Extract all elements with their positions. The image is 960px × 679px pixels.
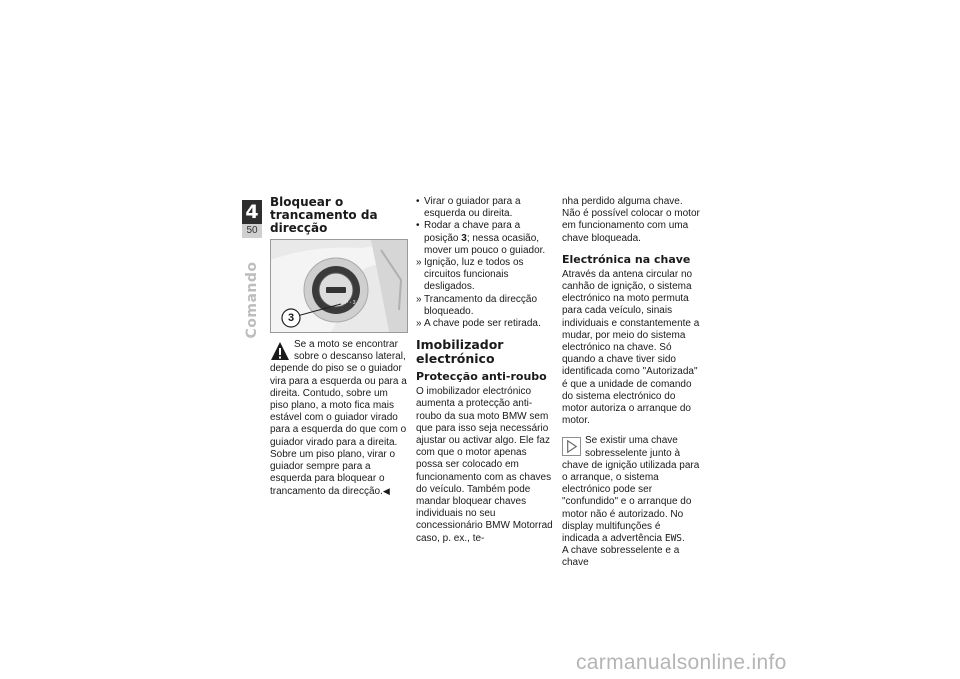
warning-text-continued: Sobre um piso plano, virar o guiador sempre para a esquerda para bloquear o trancamento da direcção. (270, 448, 396, 498)
column-1 (270, 196, 408, 499)
end-of-section-icon: ◀ (382, 486, 390, 497)
spare-key-note-tail: A chave sobresselente e a chave (562, 545, 680, 569)
key-electronics-body: Através da antena circular no canhão de ignição, o sistema electrónico na moto permuta para cada veículo, sinais individuais e constantemente a mudar, por meio do sistema electrónico na chave. Só quando a chave tiver sido identificada como "Autorizada" é que a unidade de comando do sistema electrónico do motor autoriza o arranque do motor. (562, 268, 700, 427)
list-item: » Trancamento da direcção bloqueado. (416, 293, 538, 317)
page-number: 50 (246, 225, 258, 236)
subheading-anti-theft: Protecção anti-roubo (416, 370, 547, 384)
chapter-number: 4 (242, 200, 262, 224)
info-notice: Se existir uma chave sobresselente junto à chave de ignição utilizada para o arranque, o sistema electrónico pode ser "confundido" e o arranque do motor não é autorizado. No display multifunções é indicada a advertência EWS. A chave sobresselente e a chave (562, 435, 700, 569)
warning-text: Se a moto se encontrar sobre o descanso lateral, depende do piso se o guiador vira para a esquerda ou para a direita. Contudo, sobre um piso plano, a moto fica mais estável com o guiador virado para a esquerda do que com o guiador virado para a direita. (270, 339, 407, 448)
procedure-steps (416, 196, 554, 330)
list-item: » Ignição, luz e todos os circuitos funcionais desligados. (416, 257, 524, 293)
chapter-tab (242, 200, 262, 238)
heading-immobilizer: Imobilizador electrónico (416, 337, 504, 367)
immobilizer-body-continued: nha perdido alguma chave. Não é possível colocar o motor em funcionamento com uma chave bloqueada. (562, 196, 700, 244)
column-2 (416, 196, 554, 545)
watermark: carmanualsonline.info (576, 651, 787, 674)
subheading-key-electronics: Electrónica na chave (562, 252, 691, 266)
svg-text:P ◦ 3: P ◦ 3 (345, 300, 356, 306)
section-side-label: Comando (244, 261, 260, 339)
list-item: • Virar o guiador para a esquerda ou direita. (416, 196, 521, 220)
warning-triangle-icon (270, 341, 290, 361)
list-item: • Rodar a chave para a posição 3; nessa ocasião, mover um pouco o guiador. (416, 220, 546, 256)
heading-steering-lock: Bloquear o trancamento da direcção (270, 195, 378, 235)
spare-key-note: Se existir uma chave sobresselente junto à chave de ignição utilizada para o arranque, o sistema electrónico pode ser "confundido" e o arranque do motor não é autorizado. No display multifunções é indicada a advertência (562, 435, 700, 545)
column-3 (562, 196, 700, 570)
info-triangle-icon (562, 437, 581, 456)
figure-callout-3: 3 (287, 312, 295, 324)
ignition-lock-photo (270, 239, 408, 333)
list-item: » A chave pode ser retirada. (416, 318, 541, 330)
immobilizer-body: O imobilizador electrónico aumenta a protecção anti-roubo da sua moto BMW sem que para isso seja necessário ajustar ou activar algo. Ele faz com que o motor apenas possa ser colocado em funcionamento com as chaves do veículo. Também pode mandar bloquear chaves individuais no seu concessionário BMW Motorrad caso, p. ex., te- (416, 386, 553, 544)
warning-notice (270, 339, 408, 499)
ews-warning-code: EWS (664, 533, 683, 545)
